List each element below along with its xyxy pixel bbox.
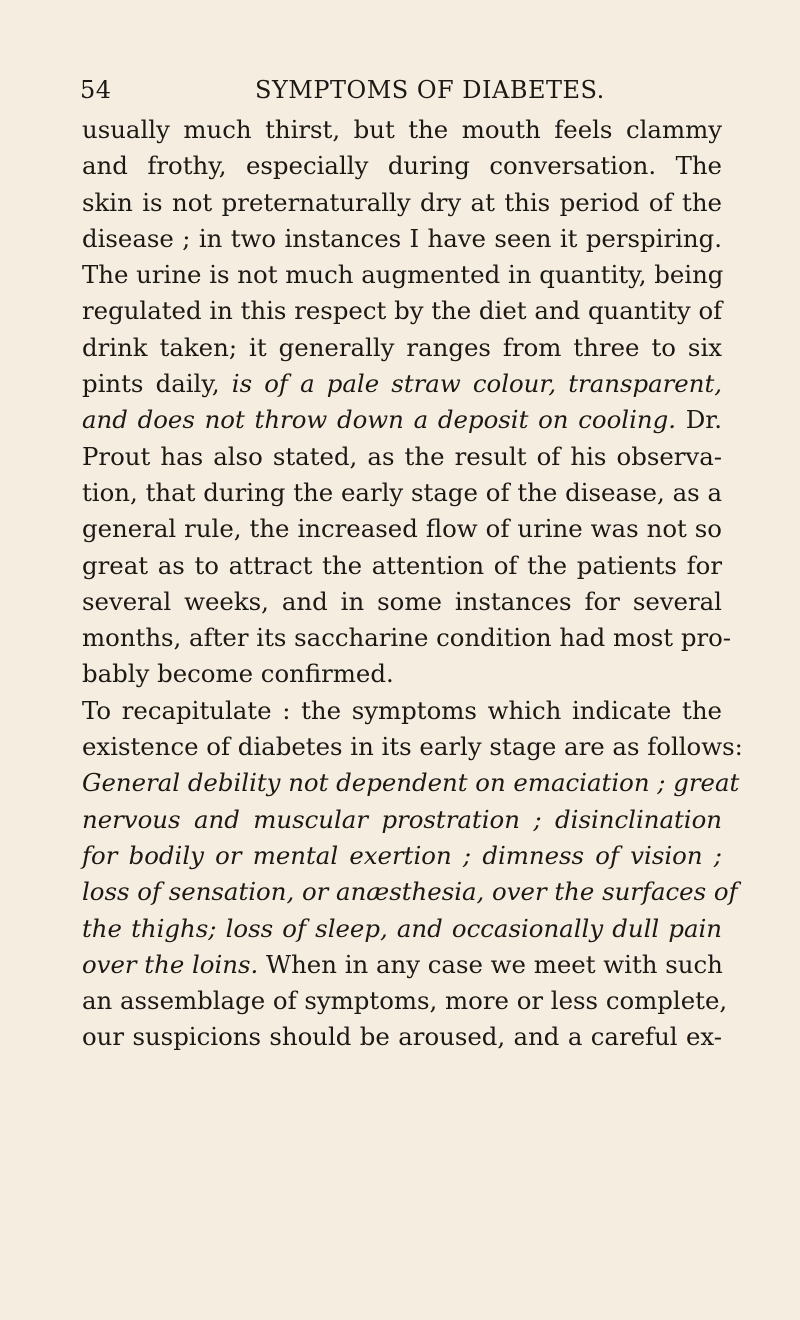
text-line <box>82 402 722 438</box>
text-segment: To recapitulate : the symptoms which indicate the <box>82 695 722 725</box>
text-line <box>82 911 722 947</box>
text-line <box>82 693 722 729</box>
text-segment: disease ; in two instances I have seen it perspiring. <box>82 223 722 253</box>
text-segment: several weeks, and in some instances for several <box>82 586 722 616</box>
text-line <box>82 802 722 838</box>
text-line <box>82 330 722 366</box>
text-line <box>82 475 722 511</box>
italic-text: and does not throw down a deposit on cooling. <box>82 405 676 435</box>
text-segment: The urine is not much augmented in quantity, being <box>82 260 724 290</box>
text-segment: an assemblage of symptoms, more or less complete, <box>82 986 728 1016</box>
text-line <box>82 947 722 983</box>
text-line <box>82 185 722 221</box>
running-head <box>80 76 720 110</box>
text-line <box>82 729 743 765</box>
text-segment: usually much thirst, but the mouth feels clammy <box>82 115 722 144</box>
text-line <box>82 838 722 874</box>
text-line <box>82 548 722 584</box>
text-segment: months, after its saccharine condition had most pro- <box>82 623 732 653</box>
italic-text: nervous and muscular prostration ; disinclination <box>82 804 722 834</box>
italic-text: over the loins. <box>82 949 259 979</box>
text-segment: When in any case we meet with such <box>258 949 723 979</box>
italic-text: General debility not dependent on emaciation ; great <box>82 768 740 798</box>
text-segment: existence of diabetes in its early stage are as follows: <box>82 732 743 762</box>
text-segment: great as to attract the attention of the patients for <box>82 550 722 580</box>
text-segment: our suspicions should be aroused, and a careful ex- <box>82 1022 722 1052</box>
italic-text: loss of sensation, or anæsthesia, over the surfaces of <box>82 877 738 907</box>
running-title: SYMPTOMS OF DIABETES. <box>255 76 605 104</box>
italic-text: for bodily or mental exertion ; dimness of vision ; <box>82 840 722 870</box>
text-line <box>82 293 722 329</box>
text-line <box>82 511 722 547</box>
text-line <box>82 148 722 184</box>
text-line <box>82 620 732 656</box>
text-segment: Dr. <box>675 405 722 435</box>
text-line <box>82 584 722 620</box>
italic-text: the thighs; loss of sleep, and occasionally dull pain <box>82 913 722 943</box>
text-segment: bably become confirmed. <box>82 659 394 689</box>
text-line <box>82 765 740 801</box>
page-number: 54 <box>80 76 112 104</box>
text-line <box>82 656 722 692</box>
text-segment: skin is not preternaturally dry at this period of the <box>82 187 722 217</box>
text-line <box>82 1019 722 1055</box>
text-segment: general rule, the increased flow of urine was not so <box>82 514 722 544</box>
text-segment: regulated in this respect by the diet and quantity of <box>82 296 723 326</box>
text-segment: tion, that during the early stage of the disease, as a <box>82 477 722 507</box>
text-line <box>82 366 722 402</box>
text-segment: pints daily, <box>82 369 232 399</box>
body-text <box>82 112 743 1056</box>
text-line <box>82 874 738 910</box>
text-segment: Prout has also stated, as the result of his observa- <box>82 441 722 471</box>
text-line <box>82 112 722 148</box>
text-line <box>82 257 722 293</box>
text-line <box>82 439 722 475</box>
text-line <box>82 983 728 1019</box>
text-segment: and frothy, especially during conversation. The <box>82 151 722 181</box>
text-segment: drink taken; it generally ranges from three to six <box>82 332 722 362</box>
text-line <box>82 221 722 257</box>
italic-text: is of a pale straw colour, transparent, <box>231 369 722 399</box>
